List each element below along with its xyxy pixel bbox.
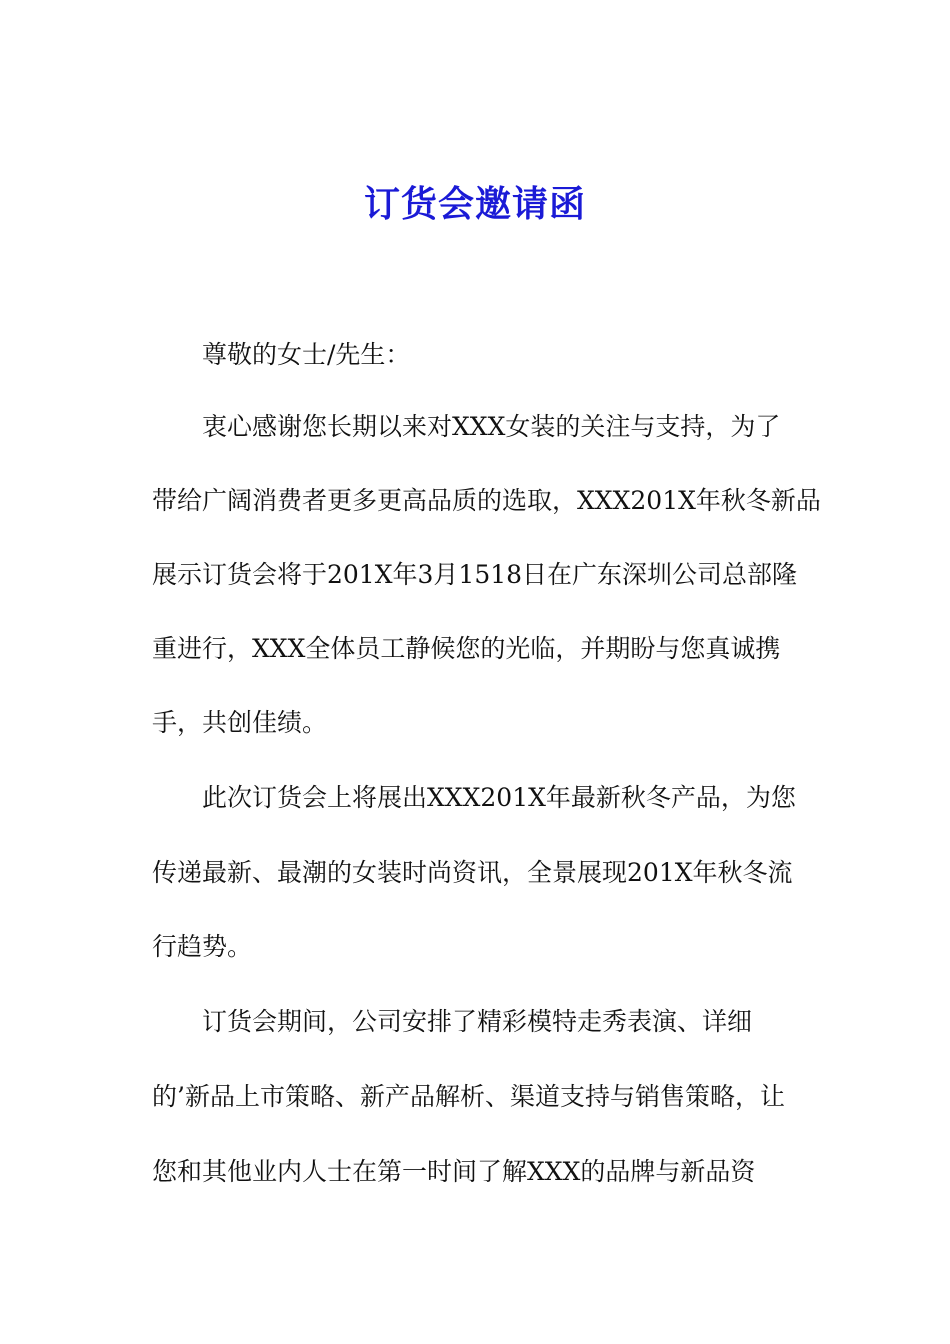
paragraph-3-line-2: 的’新品上市策略、新产品解析、渠道支持与销售策略，让 bbox=[152, 1082, 785, 1111]
paragraph-2-line-1: 此次订货会上将展出XXX201X年最新秋冬产品，为您 bbox=[202, 783, 796, 812]
paragraph-1-line-4: 重进行，XXX全体员工静候您的光临，并期盼与您真诚携 bbox=[152, 634, 781, 663]
document-title: 订货会邀请函 bbox=[363, 183, 586, 225]
paragraph-1-line-5: 手，共创佳绩。 bbox=[152, 708, 328, 737]
paragraph-2-line-2: 传递最新、最潮的女装时尚资讯，全景展现201X年秋冬流 bbox=[152, 858, 793, 887]
paragraph-2-line-3: 行趋势。 bbox=[152, 932, 253, 961]
paragraph-1-line-1: 衷心感谢您长期以来对XXX女装的关注与支持，为了 bbox=[202, 412, 781, 441]
paragraph-1-line-2: 带给广阔消费者更多更高品质的选取，XXX201X年秋冬新品 bbox=[152, 486, 821, 515]
paragraph-3-line-1: 订货会期间，公司安排了精彩模特走秀表演、详细 bbox=[202, 1007, 753, 1036]
paragraph-3-line-3: 您和其他业内人士在第一时间了解XXX的品牌与新品资 bbox=[152, 1157, 756, 1186]
paragraph-1-line-3: 展示订货会将于201X年3月1518日在广东深圳公司总部隆 bbox=[152, 560, 798, 589]
salutation-line: 尊敬的女士/先生： bbox=[202, 340, 411, 369]
